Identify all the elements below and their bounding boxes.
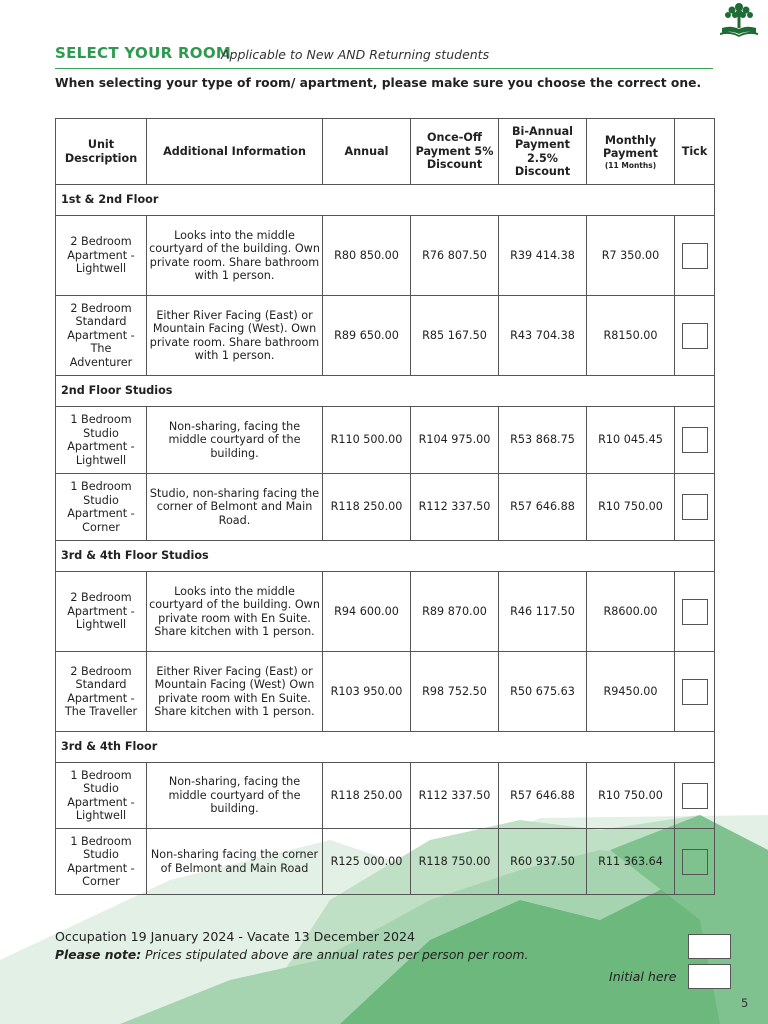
table-row xyxy=(56,829,715,895)
section-title: 1st & 2nd Floor xyxy=(56,185,715,216)
unit-description-cell: 2 Bedroom Apartment - Lightwell xyxy=(56,216,147,296)
bi-annual-price-cell: R57 646.88 xyxy=(499,763,587,829)
column-header: Tick xyxy=(675,119,715,185)
table-row xyxy=(56,216,715,296)
table-row xyxy=(56,296,715,376)
tick-cell xyxy=(675,763,715,829)
bi-annual-price-cell: R50 675.63 xyxy=(499,652,587,732)
additional-info-cell: Non-sharing facing the corner of Belmont and Main Road xyxy=(147,829,323,895)
page-title: SELECT YOUR ROOM xyxy=(55,44,232,62)
tick-cell xyxy=(675,572,715,652)
once-off-price-cell: R89 870.00 xyxy=(411,572,499,652)
monthly-price-cell: R10 750.00 xyxy=(587,474,675,541)
room-pricing-table xyxy=(55,118,715,895)
monthly-price-cell: R8150.00 xyxy=(587,296,675,376)
unit-description-cell: 1 Bedroom Studio Apartment - Corner xyxy=(56,829,147,895)
page-subtitle: Applicable to New AND Returning students xyxy=(221,47,490,62)
initial-box[interactable] xyxy=(688,964,731,989)
table-row xyxy=(56,763,715,829)
initial-label: Initial here xyxy=(609,969,677,984)
bi-annual-price-cell: R39 414.38 xyxy=(499,216,587,296)
tick-checkbox[interactable] xyxy=(682,427,708,453)
tick-checkbox[interactable] xyxy=(682,494,708,520)
section-title: 2nd Floor Studios xyxy=(56,376,715,407)
unit-description-cell: 1 Bedroom Studio Apartment - Corner xyxy=(56,474,147,541)
column-header: Unit Description xyxy=(56,119,147,185)
column-header: Annual xyxy=(323,119,411,185)
table-header-row xyxy=(56,119,715,185)
tick-checkbox[interactable] xyxy=(682,783,708,809)
unit-description-cell: 2 Bedroom Standard Apartment - The Adventurer xyxy=(56,296,147,376)
once-off-price-cell: R85 167.50 xyxy=(411,296,499,376)
section-row xyxy=(56,376,715,407)
table-row xyxy=(56,474,715,541)
bi-annual-price-cell: R60 937.50 xyxy=(499,829,587,895)
additional-info-cell: Either River Facing (East) or Mountain Facing (West). Own private room. Share bathroom with 1 person. xyxy=(147,296,323,376)
once-off-price-cell: R98 752.50 xyxy=(411,652,499,732)
once-off-price-cell: R112 337.50 xyxy=(411,763,499,829)
bi-annual-price-cell: R46 117.50 xyxy=(499,572,587,652)
annual-price-cell: R118 250.00 xyxy=(323,474,411,541)
column-header: Bi-Annual Payment 2.5% Discount xyxy=(499,119,587,185)
occupation-dates: Occupation 19 January 2024 - Vacate 13 December 2024 xyxy=(55,929,416,944)
monthly-price-cell: R7 350.00 xyxy=(587,216,675,296)
column-header-note: (11 Months) xyxy=(604,160,657,170)
additional-info-cell: Non-sharing, facing the middle courtyard of the building. xyxy=(147,763,323,829)
annual-price-cell: R94 600.00 xyxy=(323,572,411,652)
additional-info-cell: Studio, non-sharing facing the corner of Belmont and Main Road. xyxy=(147,474,323,541)
annual-price-cell: R80 850.00 xyxy=(323,216,411,296)
tree-book-icon xyxy=(716,0,762,40)
unit-description-cell: 2 Bedroom Apartment - Lightwell xyxy=(56,572,147,652)
annual-price-cell: R118 250.00 xyxy=(323,763,411,829)
additional-info-cell: Non-sharing, facing the middle courtyard of the building. xyxy=(147,407,323,474)
additional-info-cell: Looks into the middle courtyard of the building. Own private room with En Suite. Share kitchen with 1 person. xyxy=(147,572,323,652)
monthly-price-cell: R10 750.00 xyxy=(587,763,675,829)
bi-annual-price-cell: R57 646.88 xyxy=(499,474,587,541)
price-note-text: Prices stipulated above are annual rates per person per room. xyxy=(145,948,529,962)
tick-checkbox[interactable] xyxy=(682,849,708,875)
tick-checkbox[interactable] xyxy=(682,599,708,625)
once-off-price-cell: R76 807.50 xyxy=(411,216,499,296)
tick-checkbox[interactable] xyxy=(682,243,708,269)
table-row xyxy=(56,572,715,652)
section-title: 3rd & 4th Floor xyxy=(56,732,715,763)
tick-cell xyxy=(675,474,715,541)
column-header: Additional Information xyxy=(147,119,323,185)
unit-description-cell: 1 Bedroom Studio Apartment - Lightwell xyxy=(56,407,147,474)
tick-cell xyxy=(675,296,715,376)
section-title: 3rd & 4th Floor Studios xyxy=(56,541,715,572)
tick-checkbox[interactable] xyxy=(682,679,708,705)
price-note-label: Please note: xyxy=(55,948,142,962)
initial-box[interactable] xyxy=(688,934,731,959)
monthly-price-cell: R9450.00 xyxy=(587,652,675,732)
intro-text: When selecting your type of room/ apartment, please make sure you choose the correct one. xyxy=(55,76,702,90)
table-row xyxy=(56,407,715,474)
column-header: Monthly Payment (11 Months) xyxy=(587,119,675,185)
column-header: Once-Off Payment 5% Discount xyxy=(411,119,499,185)
once-off-price-cell: R112 337.50 xyxy=(411,474,499,541)
annual-price-cell: R125 000.00 xyxy=(323,829,411,895)
unit-description-cell: 1 Bedroom Studio Apartment - Lightwell xyxy=(56,763,147,829)
tick-cell xyxy=(675,829,715,895)
tick-checkbox[interactable] xyxy=(682,323,708,349)
annual-price-cell: R103 950.00 xyxy=(323,652,411,732)
once-off-price-cell: R104 975.00 xyxy=(411,407,499,474)
monthly-price-cell: R8600.00 xyxy=(587,572,675,652)
section-row xyxy=(56,185,715,216)
annual-price-cell: R89 650.00 xyxy=(323,296,411,376)
page-number: 5 xyxy=(741,996,749,1010)
monthly-price-cell: R10 045.45 xyxy=(587,407,675,474)
bi-annual-price-cell: R53 868.75 xyxy=(499,407,587,474)
section-row xyxy=(56,732,715,763)
tick-cell xyxy=(675,216,715,296)
additional-info-cell: Either River Facing (East) or Mountain Facing (West) Own private room with En Suite. Share kitchen with 1 person. xyxy=(147,652,323,732)
additional-info-cell: Looks into the middle courtyard of the building. Own private room. Share bathroom with 1 person. xyxy=(147,216,323,296)
tick-cell xyxy=(675,652,715,732)
table-row xyxy=(56,652,715,732)
once-off-price-cell: R118 750.00 xyxy=(411,829,499,895)
bi-annual-price-cell: R43 704.38 xyxy=(499,296,587,376)
section-row xyxy=(56,541,715,572)
annual-price-cell: R110 500.00 xyxy=(323,407,411,474)
monthly-price-cell: R11 363.64 xyxy=(587,829,675,895)
tick-cell xyxy=(675,407,715,474)
unit-description-cell: 2 Bedroom Standard Apartment - The Traveller xyxy=(56,652,147,732)
section-header xyxy=(55,44,713,69)
price-note xyxy=(55,948,528,962)
